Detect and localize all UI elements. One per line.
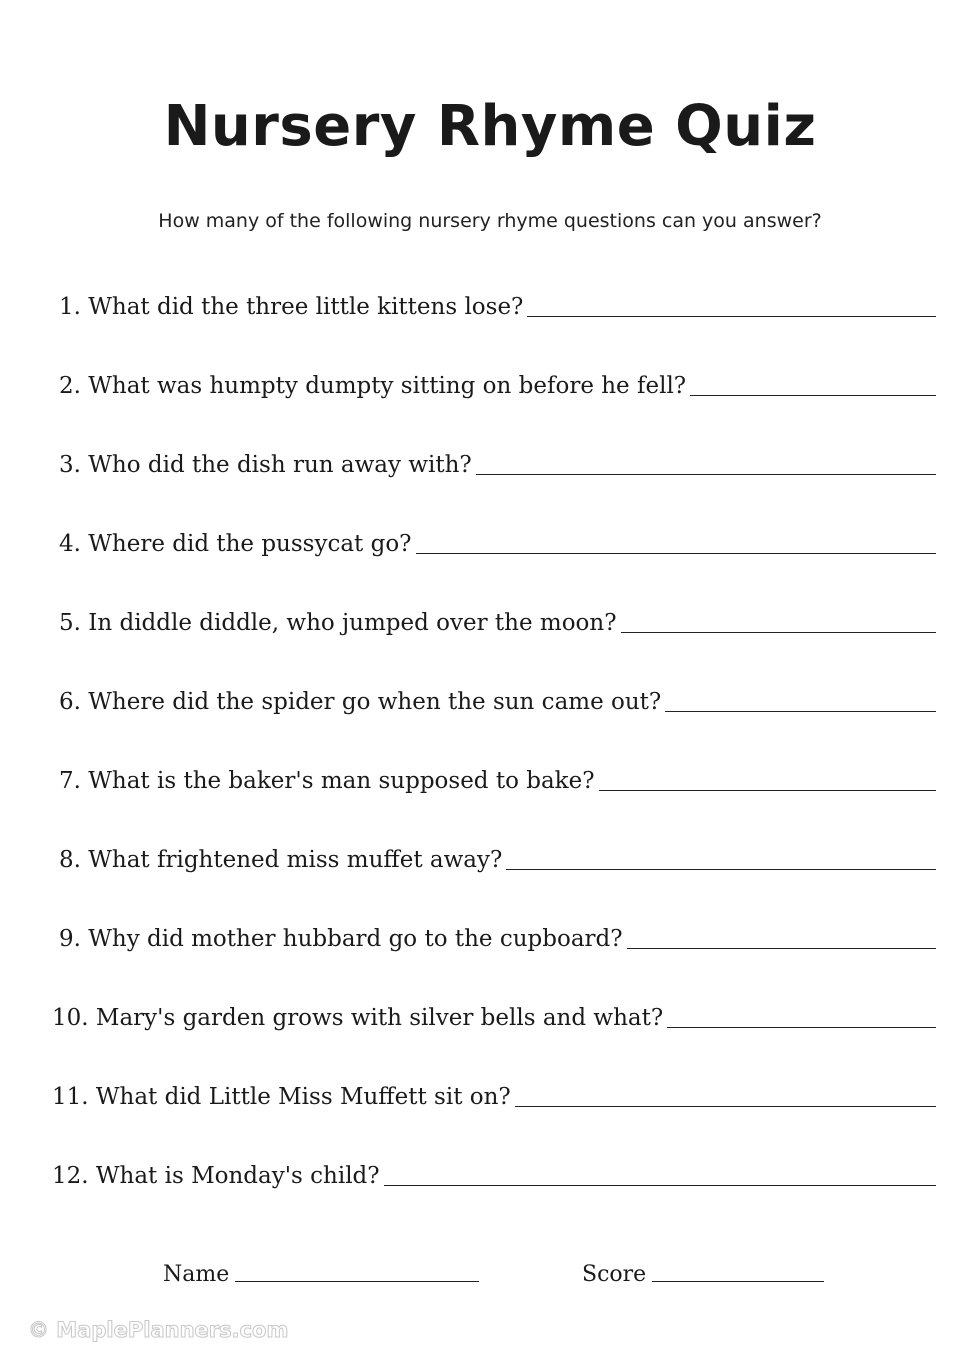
question-item (52, 290, 936, 369)
answer-line[interactable] (621, 632, 936, 633)
question-item (52, 606, 936, 685)
answer-line[interactable] (627, 948, 936, 949)
page-title: Nursery Rhyme Quiz (163, 94, 817, 159)
question-item (52, 685, 936, 764)
answer-line[interactable] (690, 395, 936, 396)
question-text: 6. Where did the spider go when the sun came out? (59, 689, 662, 715)
answer-line[interactable] (527, 316, 936, 317)
quiz-instructions: How many of the following nursery rhyme questions can you answer? (158, 210, 822, 232)
answer-line[interactable] (665, 711, 936, 712)
question-text: 11. What did Little Miss Muffett sit on? (52, 1084, 511, 1110)
copyright-watermark: © MaplePlanners.com (28, 1318, 289, 1342)
question-item (52, 369, 936, 448)
question-text: 3. Who did the dish run away with? (59, 452, 472, 478)
answer-line[interactable] (384, 1185, 936, 1186)
answer-line[interactable] (476, 474, 936, 475)
question-text: 10. Mary's garden grows with silver bells and what? (52, 1005, 664, 1031)
score-line[interactable] (652, 1281, 824, 1282)
question-text: 9. Why did mother hubbard go to the cupboard? (59, 926, 623, 952)
score-field (582, 1262, 824, 1287)
question-item (52, 922, 936, 1001)
footer (0, 1262, 980, 1296)
answer-line[interactable] (515, 1106, 936, 1107)
question-text: 5. In diddle diddle, who jumped over the moon? (59, 610, 617, 636)
answer-line[interactable] (667, 1027, 936, 1028)
question-item (52, 1159, 936, 1238)
answer-line[interactable] (599, 790, 936, 791)
question-item (52, 764, 936, 843)
question-list (52, 290, 936, 1238)
question-item (52, 1080, 936, 1159)
question-text: 1. What did the three little kittens lose? (59, 294, 524, 320)
name-field (163, 1262, 479, 1287)
question-text: 12. What is Monday's child? (52, 1163, 380, 1189)
question-text: 2. What was humpty dumpty sitting on before he fell? (59, 373, 687, 399)
question-item (52, 527, 936, 606)
answer-line[interactable] (416, 553, 936, 554)
question-text: 8. What frightened miss muffet away? (59, 847, 503, 873)
question-item (52, 448, 936, 527)
score-label: Score (582, 1262, 647, 1287)
answer-line[interactable] (506, 869, 936, 870)
question-item (52, 843, 936, 922)
question-text: 7. What is the baker's man supposed to bake? (59, 768, 595, 794)
name-line[interactable] (235, 1281, 479, 1282)
name-label: Name (163, 1262, 230, 1287)
question-text: 4. Where did the pussycat go? (59, 531, 412, 557)
question-item (52, 1001, 936, 1080)
